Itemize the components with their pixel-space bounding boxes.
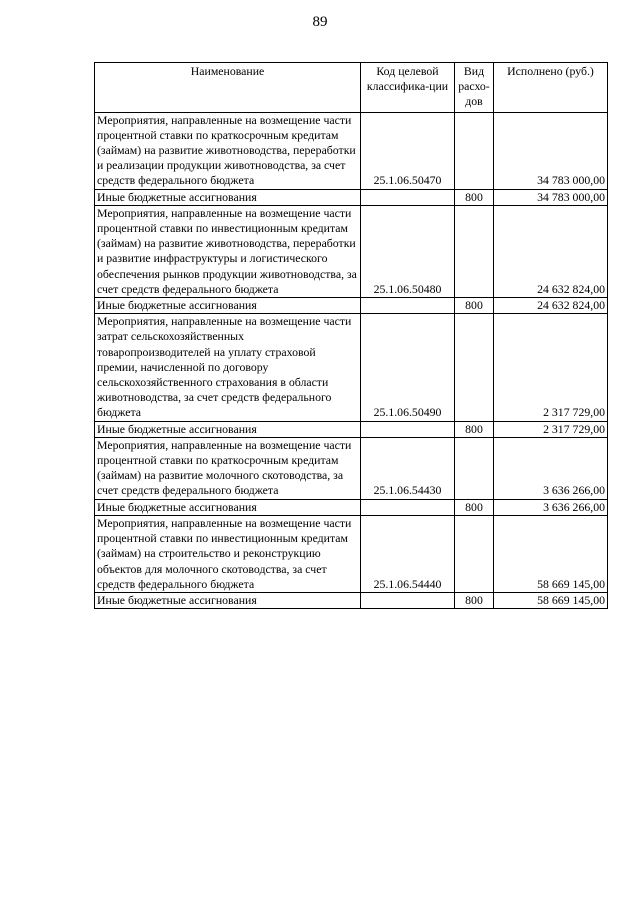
table-row: [95, 112, 608, 189]
row-code: [361, 592, 455, 608]
row-type: [455, 515, 494, 592]
table-row: [95, 515, 608, 592]
row-code: 25.1.06.54440: [361, 515, 455, 592]
row-type: [455, 112, 494, 189]
row-type: [455, 314, 494, 421]
header-type: Вид расхо-дов: [455, 63, 494, 113]
table-row: [95, 189, 608, 205]
row-sum: 58 669 145,00: [494, 515, 608, 592]
table-row: [95, 298, 608, 314]
row-sum: 3 636 266,00: [494, 499, 608, 515]
row-code: 25.1.06.50490: [361, 314, 455, 421]
row-code: 25.1.06.54430: [361, 437, 455, 499]
budget-table: [94, 62, 608, 609]
table-row: [95, 421, 608, 437]
table-row: [95, 205, 608, 297]
row-name: Мероприятия, направленные на возмещение части процентной ставки по краткосрочным кредитам (займам) на развитие животноводства, переработки и реализации продукции животноводства, за счет средств федерального бюджета: [95, 112, 361, 189]
row-sum: 58 669 145,00: [494, 592, 608, 608]
row-code: 25.1.06.50470: [361, 112, 455, 189]
row-sum: 34 783 000,00: [494, 112, 608, 189]
row-code: 25.1.06.50480: [361, 205, 455, 297]
row-sum: 34 783 000,00: [494, 189, 608, 205]
row-code: [361, 189, 455, 205]
row-sum: 3 636 266,00: [494, 437, 608, 499]
row-type: 800: [455, 189, 494, 205]
row-name: Мероприятия, направленные на возмещение части процентной ставки по инвестиционным кредитам (займам) на развитие животноводства, переработки и развитие инфраструктуры и логистического обеспечения рынков продукции животноводства, за счет средств федерального бюджета: [95, 205, 361, 297]
row-name: Мероприятия, направленные на возмещение части процентной ставки по инвестиционным кредитам (займам) на строительство и реконструкцию объектов для молочного скотоводства, за счет средств федерального бюджета: [95, 515, 361, 592]
row-type: 800: [455, 592, 494, 608]
row-name: Иные бюджетные ассигнования: [95, 298, 361, 314]
row-sum: 2 317 729,00: [494, 314, 608, 421]
header-code: Код целевой классифика-ции: [361, 63, 455, 113]
table-row: [95, 592, 608, 608]
row-name: Иные бюджетные ассигнования: [95, 189, 361, 205]
page-number: 89: [312, 14, 328, 30]
row-sum: 24 632 824,00: [494, 205, 608, 297]
row-type: [455, 205, 494, 297]
table-row: [95, 437, 608, 499]
row-code: [361, 421, 455, 437]
row-sum: 24 632 824,00: [494, 298, 608, 314]
row-code: [361, 298, 455, 314]
row-name: Иные бюджетные ассигнования: [95, 499, 361, 515]
row-sum: 2 317 729,00: [494, 421, 608, 437]
row-name: Мероприятия, направленные на возмещение части затрат сельскохозяйственных товаропроизводителей на уплату страховой премии, начисленной по договору сельскохозяйственного страхования в области животноводства, за счет средств федерального бюджета: [95, 314, 361, 421]
row-name: Мероприятия, направленные на возмещение части процентной ставки по краткосрочным кредитам (займам) на развитие молочного скотоводства, за счет средств федерального бюджета: [95, 437, 361, 499]
row-type: 800: [455, 421, 494, 437]
table-row: [95, 314, 608, 421]
header-sum: Исполнено (руб.): [494, 63, 608, 113]
row-type: 800: [455, 499, 494, 515]
row-code: [361, 499, 455, 515]
header-name: Наименование: [95, 63, 361, 113]
row-type: 800: [455, 298, 494, 314]
table-header-row: [95, 63, 608, 113]
row-name: Иные бюджетные ассигнования: [95, 592, 361, 608]
table-row: [95, 499, 608, 515]
row-name: Иные бюджетные ассигнования: [95, 421, 361, 437]
row-type: [455, 437, 494, 499]
